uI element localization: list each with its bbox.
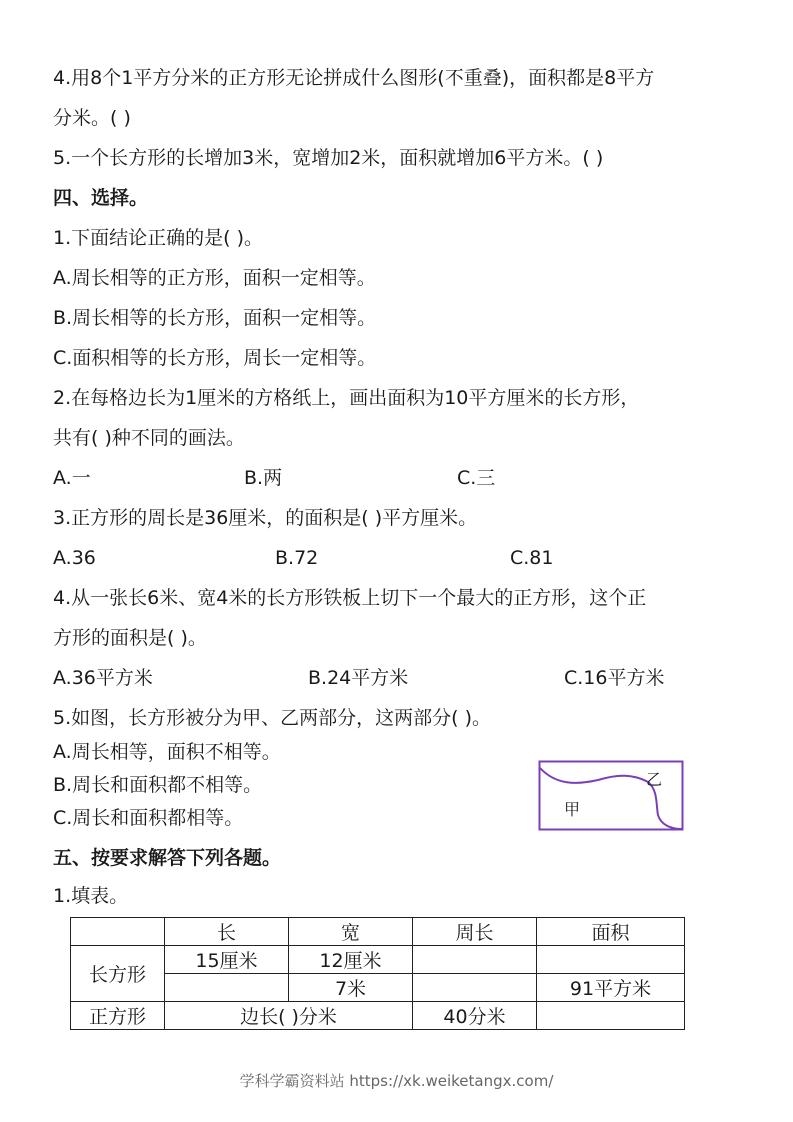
fill-table [70,917,685,1030]
choice-1-option-b: B.周长相等的长方形，面积一定相等。 [53,307,377,329]
choice-5-option-b: B.周长和面积都不相等。 [53,774,263,796]
table-cell: 91平方米 [537,974,685,1002]
choice-question-2-cont: 共有( )种不同的画法。 [53,427,245,449]
table-cell-blank[interactable] [413,946,537,974]
rectangle-row-label: 长方形 [71,946,165,1002]
table-cell-blank[interactable] [537,946,685,974]
choice-4-option-b: B.24平方米 [308,667,409,689]
judge-question-5: 5.一个长方形的长增加3米，宽增加2米，面积就增加6平方米。( ) [53,147,604,169]
table-header-row [71,918,685,946]
choice-question-4: 4.从一张长6米、宽4米的长方形铁板上切下一个最大的正方形，这个正 [53,587,647,609]
choice-question-5: 5.如图，长方形被分为甲、乙两部分，这两部分( )。 [53,707,491,729]
figure-label-jia: 甲 [564,800,581,819]
choice-3-option-b: B.72 [275,547,319,569]
section-5-heading: 五、按要求解答下列各题。 [53,847,282,869]
table-row [71,1002,685,1030]
choice-1-option-a: A.周长相等的正方形，面积一定相等。 [53,267,376,289]
choice-question-4-cont: 方形的面积是( )。 [53,627,207,649]
choice-question-1: 1.下面结论正确的是( )。 [53,227,263,249]
table-header-cell [71,918,165,946]
table-cell-blank[interactable] [537,1002,685,1030]
judge-question-4-cont: 分米。( ) [53,107,131,129]
table-header-cell: 面积 [537,918,685,946]
choice-5-option-c: C.周长和面积都相等。 [53,807,244,829]
table-header-cell: 长 [165,918,289,946]
table-cell: 7米 [289,974,413,1002]
choice-2-option-b: B.两 [244,467,283,489]
table-cell-blank[interactable] [413,974,537,1002]
choice-4-option-a: A.36平方米 [53,667,153,689]
table-cell: 12厘米 [289,946,413,974]
divided-rectangle-figure [538,760,684,831]
choice-question-2: 2.在每格边长为1厘米的方格纸上，画出面积为10平方厘米的长方形， [53,387,640,409]
page-footer: 学科学霸资料站 https://xk.weiketangx.com/ [239,1072,554,1090]
figure-label-yi: 乙 [646,770,663,789]
table-header-cell: 宽 [289,918,413,946]
table-cell-blank[interactable] [165,974,289,1002]
choice-3-option-c: C.81 [510,547,554,569]
table-row [71,946,685,974]
choice-1-option-c: C.面积相等的长方形，周长一定相等。 [53,347,377,369]
judge-question-4: 4.用8个1平方分米的正方形无论拼成什么图形(不重叠)，面积都是8平方 [53,67,655,89]
section-4-heading: 四、选择。 [53,187,149,209]
choice-2-option-a: A.一 [53,467,91,489]
square-row-label: 正方形 [71,1002,165,1030]
choice-3-option-a: A.36 [53,547,96,569]
choice-5-option-a: A.周长相等，面积不相等。 [53,741,281,763]
choice-4-option-c: C.16平方米 [564,667,665,689]
choice-question-3: 3.正方形的周长是36厘米，的面积是( )平方厘米。 [53,507,478,529]
table-header-cell: 周长 [413,918,537,946]
square-side-cell[interactable]: 边长( )分米 [165,1002,413,1030]
table-cell: 15厘米 [165,946,289,974]
choice-2-option-c: C.三 [457,467,496,489]
square-perimeter-cell: 40分米 [413,1002,537,1030]
fill-table-instruction: 1.填表。 [53,885,129,907]
